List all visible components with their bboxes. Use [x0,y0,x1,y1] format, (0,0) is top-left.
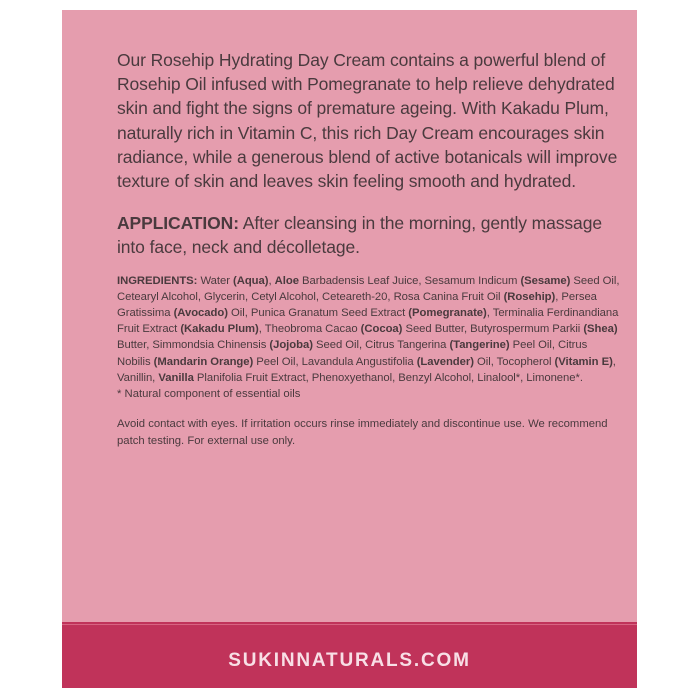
ingredient-text-run: Barbadensis Leaf Juice, Sesamum Indicum [298,274,521,287]
ingredient-text-run: Seed Butter, Butyrospermum Parkii [402,323,584,336]
application-text: After cleansing in the morning, gently massage into face, neck and décolletage. [117,213,602,258]
ingredient-common-name: Aloe [274,274,299,287]
ingredient-text-run: Planifolia Fruit Extract, Phenoxyethanol, Benzyl Alcohol, Linalool*, Limonene*. [193,371,583,384]
footer-bar [62,622,637,688]
application-heading: APPLICATION: [117,213,239,234]
ingredients-text [117,275,619,384]
ingredients-list [117,273,622,386]
ingredient-common-name: (Kakadu Plum) [180,323,259,336]
website-url: SUKINNATURALS.COM [228,650,471,671]
ingredient-text-run: Peel Oil, Citrus Nobilis [117,339,588,368]
ingredient-text-run: , [268,274,275,287]
ingredient-text-run: , Theobroma Cacao [258,323,361,336]
ingredient-common-name: (Tangerine) [449,339,510,352]
ingredient-common-name: (Jojoba) [269,339,313,352]
application-section [117,211,622,259]
ingredient-common-name: (Shea) [583,323,618,336]
ingredient-text-run: Peel Oil, Lavandula Angustifolia [253,355,417,368]
ingredient-text-run: , Terminalia Ferdinandiana Fruit Extract [117,307,619,336]
ingredient-text-run: Seed Oil, Cetearyl Alcohol, Glycerin, Cetyl Alcohol, Ceteareth-20, Rosa Canina Fruit Oil [117,274,620,303]
ingredient-common-name: (Rosehip) [503,290,556,303]
ingredient-common-name: (Avocado) [173,307,228,320]
ingredient-text-run: , Vanillin, [117,355,616,384]
ingredient-common-name: (Lavender) [416,355,474,368]
usage-warning: Avoid contact with eyes. If irritation occurs rinse immediately and discontinue use. We recommend patch testing. For external use only. [117,418,608,448]
ingredient-common-name: (Cocoa) [360,323,403,336]
ingredient-common-name: Vanilla [158,371,194,384]
ingredients-footnote: * Natural component of essential oils [117,388,301,401]
ingredient-common-name: (Sesame) [520,274,571,287]
ingredient-text-run: Water [197,274,234,287]
ingredient-common-name: (Aqua) [233,274,269,287]
product-info-panel [62,10,637,688]
ingredient-text-run: Butter, Simmondsia Chinensis [117,339,270,352]
ingredient-common-name: (Vitamin E) [554,355,613,368]
ingredient-common-name: (Mandarin Orange) [153,355,254,368]
ingredient-text-run: , Persea Gratissima [117,290,597,320]
ingredient-text-run: Seed Oil, Citrus Tangerina [312,339,450,352]
ingredient-text-run: Oil, Punica Granatum Seed Extract [227,307,409,320]
ingredients-heading: INGREDIENTS: [117,274,198,287]
product-description: Our Rosehip Hydrating Day Cream contains a powerful blend of Rosehip Oil infused with Pomegranate to help relieve dehydrated skin and fight the signs of premature ageing. With Kakadu Plum, naturally rich in Vitamin C, this rich Day Cream encourages skin radiance, while a generous blend of active botanicals will improve texture of skin and leaves skin feeling smooth and hydrated. [117,50,618,192]
footer-divider [62,624,637,625]
panel-content [117,48,622,450]
ingredient-text-run: Oil, Tocopherol [473,355,555,368]
ingredient-common-name: (Pomegranate) [408,307,487,320]
